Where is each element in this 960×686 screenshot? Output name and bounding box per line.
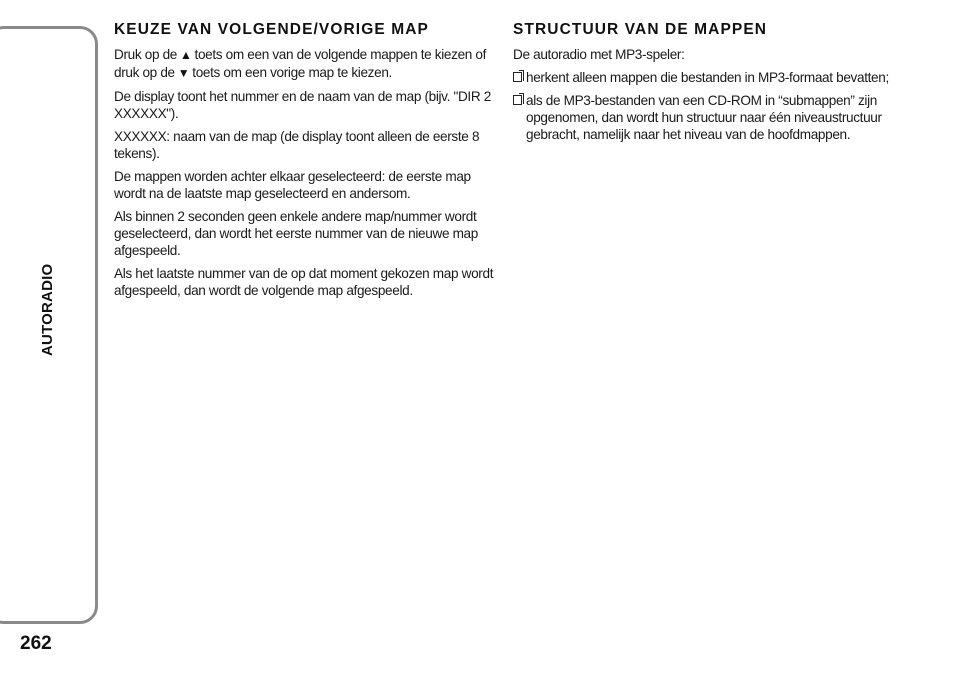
checkbox-bullet-icon xyxy=(513,72,522,82)
section-label: AUTORADIO xyxy=(39,263,56,356)
paragraph-folder-name: XXXXXX: naam van de map (de display toont alleen de eerste 8 tekens). xyxy=(114,129,480,161)
text-press-b: toets om een van de volgende mappen te kiezen of druk op de xyxy=(114,47,487,80)
paragraph-folder-keys xyxy=(114,46,498,82)
down-arrow-icon: ▼ xyxy=(177,66,190,80)
list-item-text: als de MP3-bestanden van een CD-ROM in “submappen” zijn opgenomen, dan wordt hun structuur naar één niveaustructuur gebracht, namelijk naar het niveau van de hoofdmappen. xyxy=(526,93,882,142)
heading-folder-structure: STRUCTUUR VAN DE MAPPEN xyxy=(513,21,768,38)
right-column xyxy=(513,20,913,149)
paragraph-intro: De autoradio met MP3-speler: xyxy=(513,47,685,62)
paragraph-two-seconds: Als binnen 2 seconden geen enkele andere map/nummer wordt geselecteerd, dan wordt het eerste nummer van de nieuwe map afgespeeld. xyxy=(114,209,478,258)
up-arrow-icon: ▲ xyxy=(180,48,192,62)
checkbox-bullet-icon xyxy=(513,95,522,105)
list-item-text: herkent alleen mappen die bestanden in MP3-formaat bevatten; xyxy=(526,70,889,85)
left-column xyxy=(114,20,498,305)
paragraph-last-track: Als het laatste nummer van de op dat moment gekozen map wordt afgespeeld, dan wordt de volgende map afgespeeld. xyxy=(114,266,494,298)
list-item xyxy=(513,69,913,86)
paragraph-display-folder: De display toont het nummer en de naam van de map (bijv. "DIR 2 XXXXXX"). xyxy=(114,89,491,121)
text-press-c: toets om een vorige map te kiezen. xyxy=(192,65,392,80)
paragraph-folder-order: De mappen worden achter elkaar geselecteerd: de eerste map wordt na de laatste map geselecteerd en andersom. xyxy=(114,169,471,201)
heading-next-previous-folder: KEUZE VAN VOLGENDE/VORIGE MAP xyxy=(114,21,429,38)
text-press-a: Druk op de xyxy=(114,47,177,62)
page-number: 262 xyxy=(20,633,52,654)
list-item xyxy=(513,92,913,143)
